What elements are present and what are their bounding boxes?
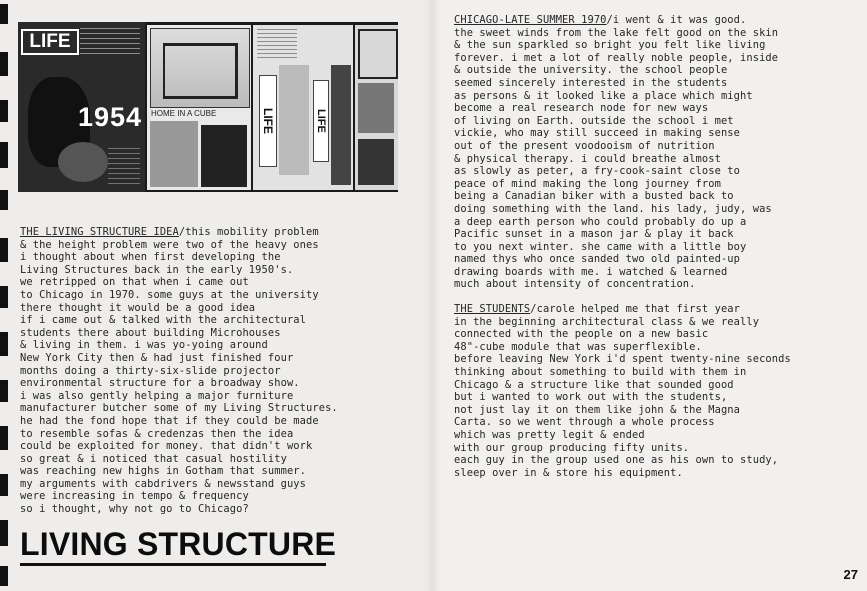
text-line: i was also gently helping a major furniture	[20, 389, 294, 402]
text-line: drawing boards with me. i watched & learned	[454, 265, 728, 278]
text-line: the sweet winds from the lake felt good on the skin	[454, 26, 779, 39]
right-column-paragraph-students	[454, 303, 791, 479]
text-line: & physical therapy. i could breathe almost	[454, 152, 721, 165]
text-line: & the sun sparkled so bright you felt like living	[454, 39, 766, 52]
text-line: being a Canadian biker with a busted back to	[454, 190, 734, 203]
edge-tab	[0, 238, 8, 262]
text-line: as persons & it looked like a place which might	[454, 89, 753, 102]
text-line: out of the present voodooism of nutrition	[454, 139, 715, 152]
edge-tab	[0, 52, 8, 76]
text-line: Chicago & a structure like that sounded good	[454, 378, 734, 391]
text-line: i thought about when first developing the	[20, 251, 281, 264]
text-line: environmental structure for a broadway show.	[20, 377, 300, 390]
text-line: to Chicago in 1970. some guys at the university	[20, 288, 319, 301]
magazine-collage-image	[18, 22, 398, 192]
text-line: could be exploited for money. that didn't work	[20, 440, 313, 453]
text-line: before leaving New York i'd spent twenty-nine seconds	[454, 353, 791, 366]
text-line: he had the fond hope that if they could be made	[20, 414, 319, 427]
text-line: /carole helped me that first year	[530, 303, 741, 315]
edge-tab	[0, 4, 8, 24]
text-line: connected with the people on a new basic	[454, 328, 709, 341]
spread-photo	[150, 121, 198, 187]
spread-caption: HOME IN A CUBE	[151, 109, 217, 118]
text-line: Carta. so we went through a whole process	[454, 416, 715, 429]
cube-interior-photo	[358, 83, 394, 133]
text-line: not just lay it on them like john & the Magna	[454, 403, 741, 416]
edge-tab	[0, 286, 8, 308]
text-line: to you next winter. she came with a little boy	[454, 240, 747, 253]
text-line: peace of mind making the long journey from	[454, 177, 721, 190]
text-line: New York City then & had just finished four	[20, 351, 294, 364]
text-line: with our group producing fifty units.	[454, 441, 690, 454]
text-line: as slowly as peter, a fry-cook-saint close to	[454, 165, 741, 178]
text-line: doing something with the land. his lady, judy, was	[454, 202, 772, 215]
cover-text-block	[80, 28, 140, 56]
text-line: Living Structures back in the early 1950's.	[20, 263, 294, 276]
magazine-spread-text-pages	[253, 25, 353, 190]
text-line: so i thought, why not go to Chicago?	[20, 503, 249, 516]
section-title: LIVING STRUCTURE	[20, 526, 337, 562]
edge-tab	[0, 520, 8, 546]
title-underline	[20, 563, 326, 566]
section-heading-living-structure-idea: THE LIVING STRUCTURE IDEA	[20, 226, 179, 238]
text-line: in the beginning architectural class & we really	[454, 315, 760, 328]
left-column-text	[20, 226, 338, 516]
text-line: sleep over in & store his equipment.	[454, 466, 683, 479]
right-column-paragraph-chicago	[454, 14, 778, 291]
text-line: 48"-cube module that was superflexible.	[454, 340, 702, 353]
text-line: & living in them. i was yo-yoing around	[20, 339, 268, 352]
edge-tab	[0, 190, 8, 210]
text-line: if i came out & talked with the architectural	[20, 314, 307, 327]
text-line: was reaching new highs in Gotham that summer.	[20, 465, 307, 478]
text-line: vickie, who may still succeed in making sense	[454, 127, 741, 140]
edge-tab	[0, 566, 8, 586]
text-line: /this mobility problem	[178, 226, 319, 238]
spread-photo	[279, 65, 309, 175]
text-line: months doing a thirty-six-slide projector	[20, 364, 281, 377]
text-line: much about intensity of concentration.	[454, 278, 696, 291]
text-line: a deep earth person who could probably do up a	[454, 215, 747, 228]
edge-tab	[0, 426, 8, 450]
cover-year: 1954	[78, 102, 143, 132]
text-line: manufacturer butcher some of my Living Structures.	[20, 402, 338, 415]
edge-tab	[0, 100, 8, 122]
text-line: thinking about something to build with them in	[454, 365, 747, 378]
section-heading-students: THE STUDENTS	[454, 303, 531, 315]
edge-tab	[0, 142, 8, 168]
text-line: seemed sincerely interested in the students	[454, 76, 728, 89]
text-line: which was pretty legit & ended	[454, 428, 645, 441]
page-gutter	[426, 0, 440, 591]
edge-tab	[0, 474, 8, 496]
text-line: Pacific sunset in a mason jar & play it back	[454, 228, 734, 241]
text-line: students there about building Microhouses	[20, 326, 281, 339]
section-heading-chicago: CHICAGO-LATE SUMMER 1970	[454, 14, 607, 26]
text-line: become a real research node for new ways	[454, 102, 709, 115]
text-line: & the height problem were two of the heavy ones	[20, 238, 319, 251]
cube-frame-photo	[358, 29, 398, 79]
cube-interior-photo	[358, 139, 394, 185]
text-line: but i wanted to work out with the students,	[454, 391, 728, 404]
life-logo: LIFE	[21, 29, 79, 55]
life-logo-vertical: LIFE	[313, 80, 329, 162]
text-line: my arguments with cabdrivers & newsstand guys	[20, 477, 307, 490]
text-line: each guy in the group used one as his own to study,	[454, 454, 779, 467]
life-magazine-cover	[18, 22, 145, 192]
edge-tab	[0, 380, 8, 402]
spread-text-block	[257, 29, 297, 59]
text-line: we retripped on that when i came out	[20, 276, 249, 289]
cube-structure-photo	[150, 28, 250, 108]
life-logo-vertical: LIFE	[259, 75, 277, 167]
magazine-spread-cube-photos	[355, 25, 398, 190]
spread-photo	[201, 125, 247, 187]
page-number: 27	[843, 567, 858, 582]
magazine-spread-home-in-a-cube	[147, 25, 251, 190]
text-line: /i went & it was good.	[606, 14, 747, 26]
cover-figure-shadow	[58, 142, 108, 182]
edge-tab	[0, 332, 8, 356]
text-line: forever. i met a lot of really noble people, inside	[454, 51, 779, 64]
text-line: named thys who once sanded two old painted-up	[454, 253, 741, 266]
text-line: so great & i noticed that casual hostility	[20, 452, 287, 465]
text-line: of living on Earth. outside the school i met	[454, 114, 734, 127]
text-line: & outside the university. the school people	[454, 64, 728, 77]
cover-text-block	[108, 148, 140, 186]
spread-photo	[331, 65, 351, 185]
text-line: there thought it would be a good idea	[20, 301, 256, 314]
text-line: were increasing in tempo & frequency	[20, 490, 249, 503]
text-line: to resemble sofas & credenzas then the idea	[20, 427, 294, 440]
